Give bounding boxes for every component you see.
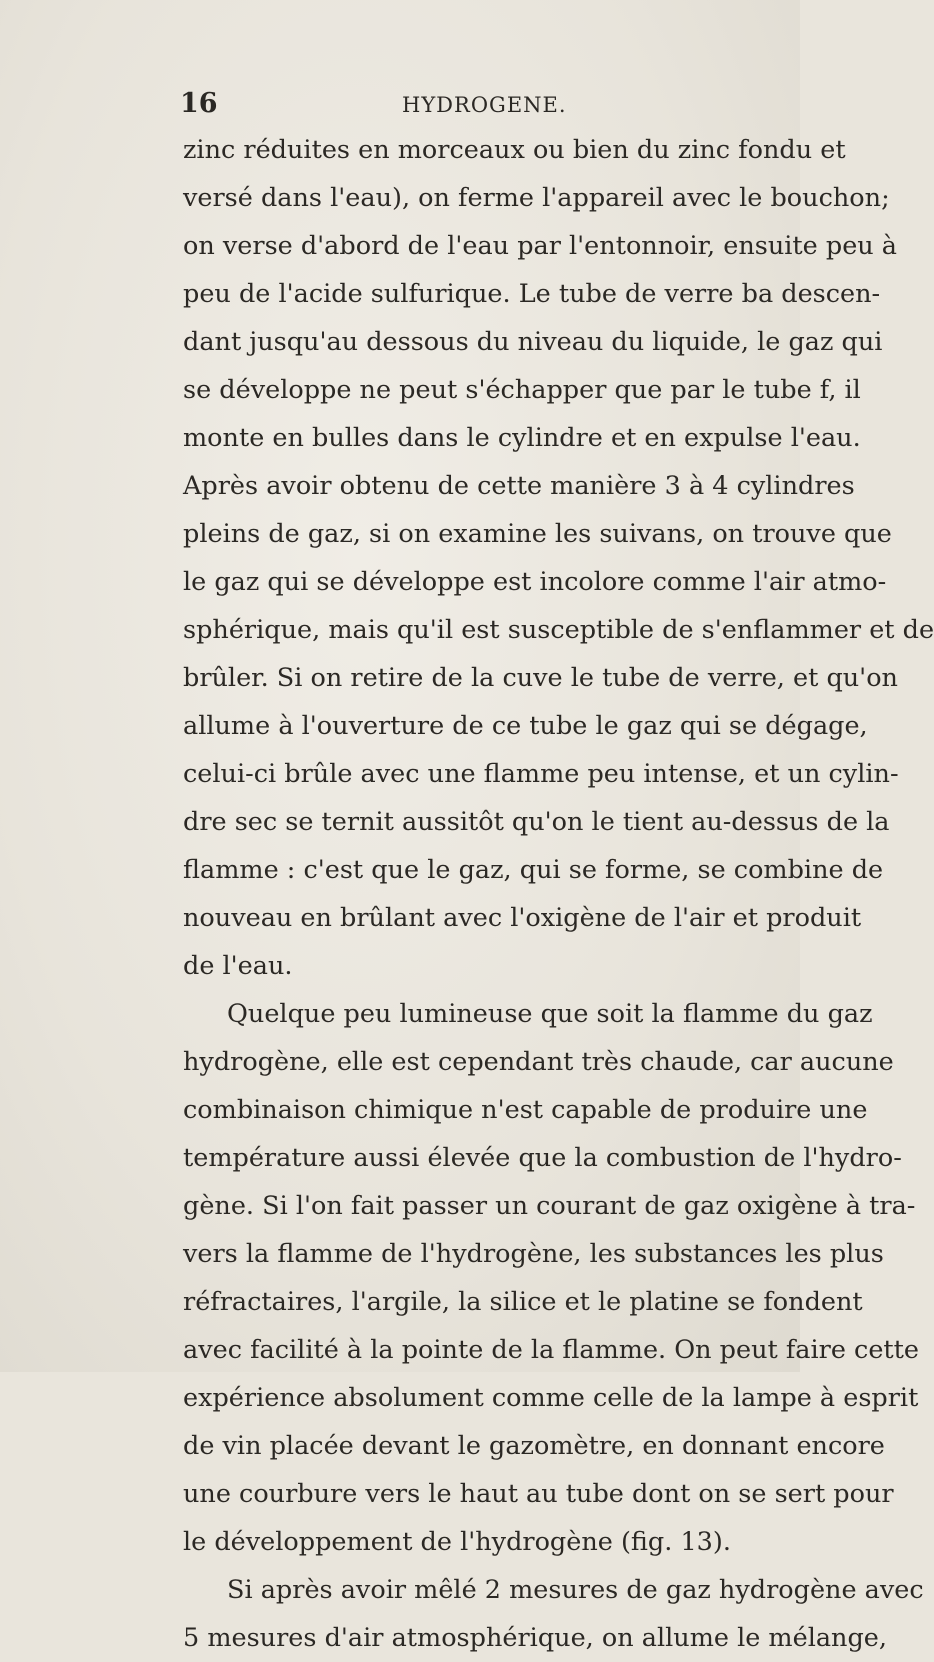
text-line: Après avoir obtenu de cette manière 3 à 4 cylindres — [183, 471, 855, 501]
text-line: de vin placée devant le gazomètre, en donnant encore — [183, 1431, 885, 1461]
body-text — [183, 126, 934, 1662]
paragraph-first-line: Quelque peu lumineuse que soit la flamme du gaz — [227, 999, 873, 1029]
paragraph-end-line: le développement de l'hydrogène (fig. 13). — [183, 1527, 731, 1557]
page-number: 16 — [180, 88, 218, 119]
text-line: pleins de gaz, si on examine les suivans, on trouve que — [183, 519, 892, 549]
text-line: expérience absolument comme celle de la lampe à esprit — [183, 1383, 919, 1413]
text-line: celui-ci brûle avec une flamme peu intense, et un cylin- — [183, 759, 899, 789]
text-line: allume à l'ouverture de ce tube le gaz qui se dégage, — [183, 711, 868, 741]
running-head — [0, 88, 800, 128]
text-line: 5 mesures d'air atmosphérique, on allume le mélange, — [183, 1623, 887, 1653]
text-line: le gaz qui se développe est incolore comme l'air atmo- — [183, 567, 887, 597]
text-line: vers la flamme de l'hydrogène, les substances les plus — [183, 1239, 884, 1269]
text-line: brûler. Si on retire de la cuve le tube de verre, et qu'on — [183, 663, 898, 693]
text-line: combinaison chimique n'est capable de produire une — [183, 1095, 868, 1125]
text-line: flamme : c'est que le gaz, qui se forme, se combine de — [183, 855, 884, 885]
text-line: température aussi élevée que la combustion de l'hydro- — [183, 1143, 902, 1173]
text-line: sphérique, mais qu'il est susceptible de s'enflammer et de — [183, 615, 934, 645]
text-line: nouveau en brûlant avec l'oxigène de l'air et produit — [183, 903, 862, 933]
text-line: monte en bulles dans le cylindre et en expulse l'eau. — [183, 423, 861, 453]
running-title: HYDROGENE. — [402, 93, 567, 117]
text-line: une courbure vers le haut au tube dont on se sert pour — [183, 1479, 894, 1509]
text-line: dant jusqu'au dessous du niveau du liquide, le gaz qui — [183, 327, 883, 357]
text-line: avec facilité à la pointe de la flamme. On peut faire cette — [183, 1335, 920, 1365]
text-line: versé dans l'eau), on ferme l'appareil avec le bouchon; — [183, 183, 890, 213]
text-line: peu de l'acide sulfurique. Le tube de verre ba descen- — [183, 279, 881, 309]
text-line: gène. Si l'on fait passer un courant de gaz oxigène à tra- — [183, 1191, 916, 1221]
text-line: réfractaires, l'argile, la silice et le platine se fondent — [183, 1287, 863, 1317]
text-line: dre sec se ternit aussitôt qu'on le tient au-dessus de la — [183, 807, 890, 837]
paragraph-end-line: de l'eau. — [183, 951, 293, 981]
text-line: on verse d'abord de l'eau par l'entonnoir, ensuite peu à — [183, 231, 898, 261]
text-line: se développe ne peut s'échapper que par le tube f, il — [183, 375, 861, 405]
paragraph-first-line: Si après avoir mêlé 2 mesures de gaz hydrogène avec — [227, 1575, 924, 1605]
text-line: zinc réduites en morceaux ou bien du zinc fondu et — [183, 135, 846, 165]
text-line: hydrogène, elle est cependant très chaude, car aucune — [183, 1047, 894, 1077]
